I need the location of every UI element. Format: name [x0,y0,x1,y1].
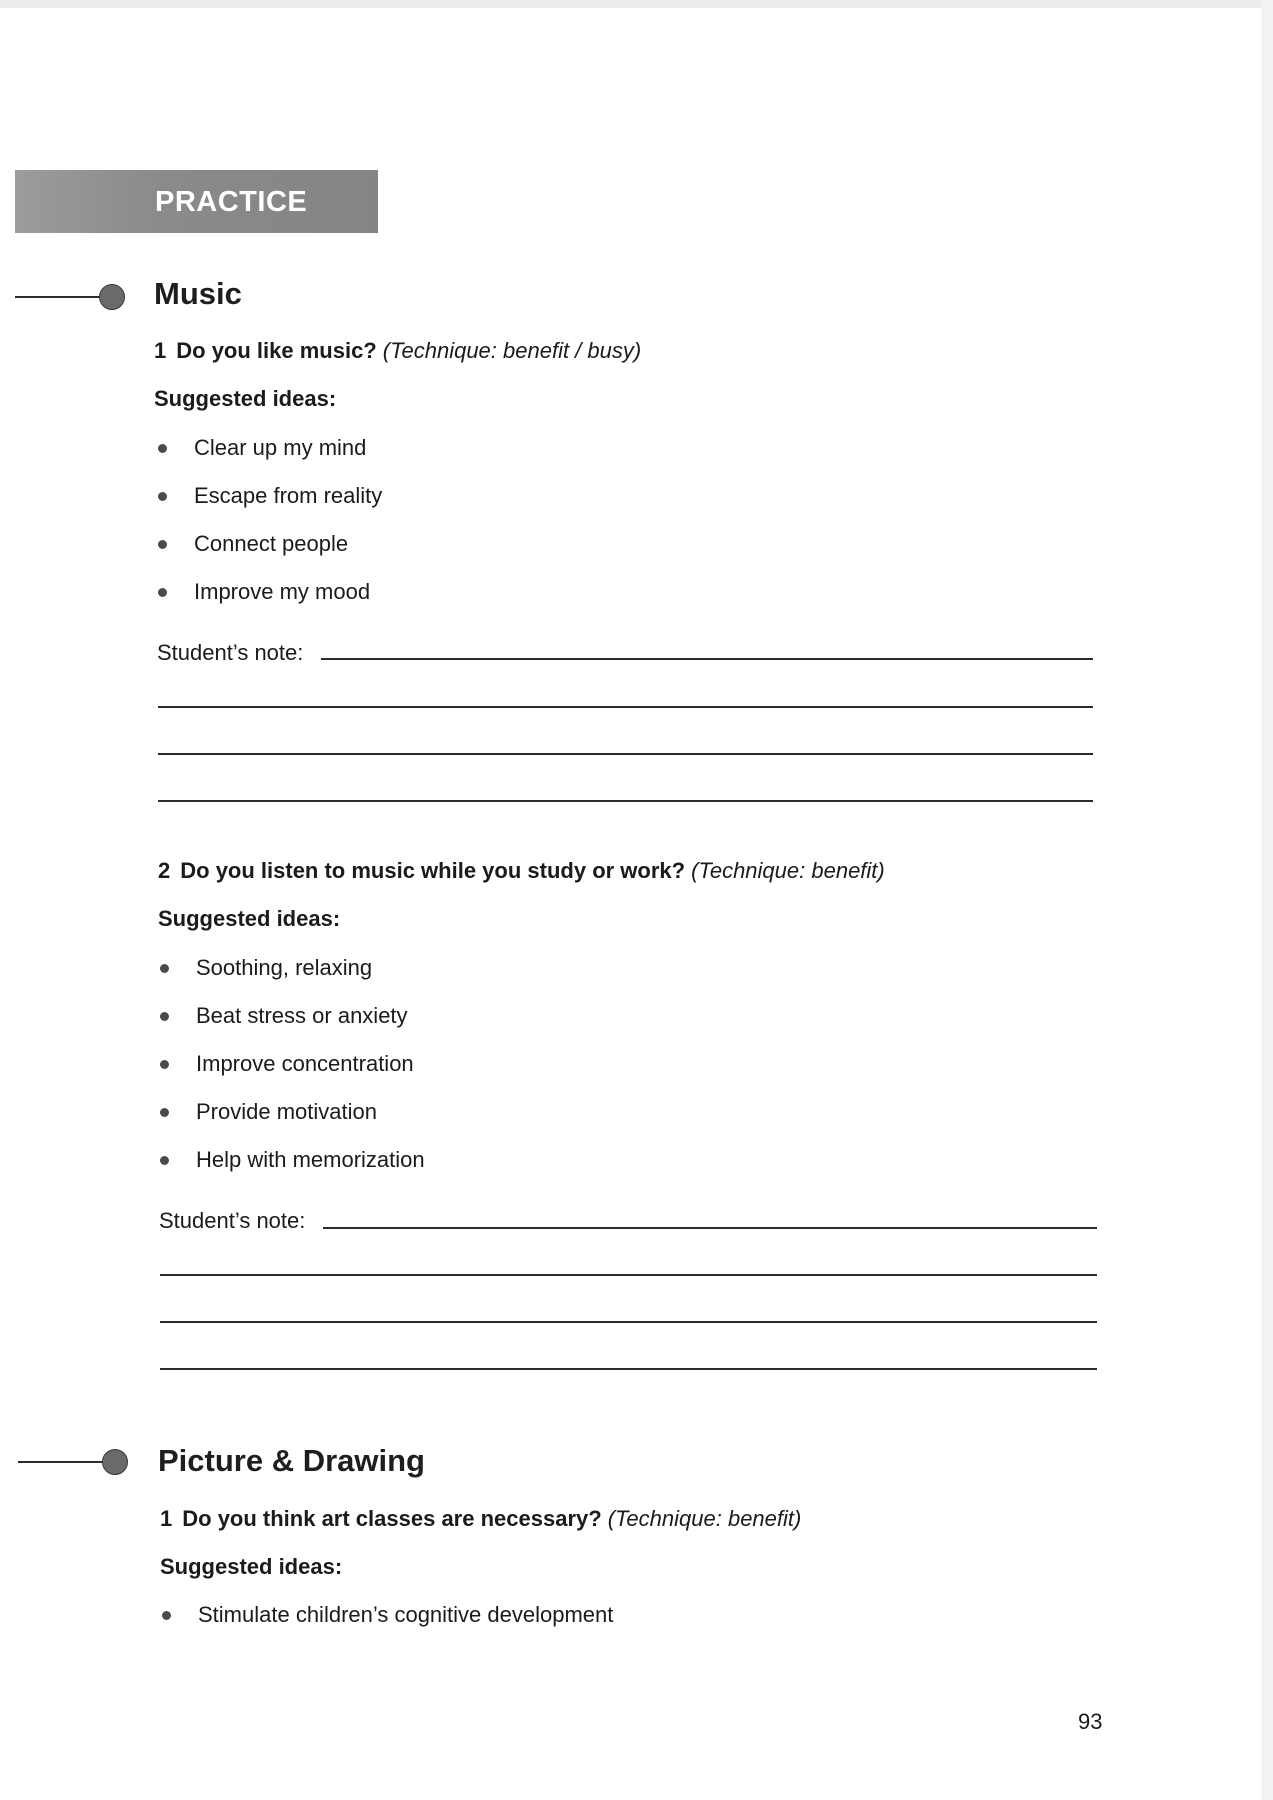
note-line[interactable] [323,1227,1097,1229]
question-number: 2 [158,858,171,883]
idea-text: Help with memorization [196,1147,425,1172]
bullet-dot-icon [99,284,125,310]
banner-label: PRACTICE [155,186,308,218]
section-marker-picture-drawing [18,1449,128,1475]
bullet-dot-icon [160,1156,169,1165]
marker-line [18,1461,108,1463]
question-number: 1 [154,338,167,363]
note-line[interactable] [158,706,1093,708]
bullet-dot-icon [158,540,167,549]
scan-edge-right [1261,0,1273,1800]
scan-edge-top [0,0,1273,8]
note-line[interactable] [158,800,1093,802]
question-technique: (Technique: benefit) [607,1506,802,1531]
question-number: 1 [160,1506,173,1531]
bullet-dot-icon [162,1611,171,1620]
suggested-ideas-label: Suggested ideas: [160,1554,343,1579]
bullet-dot-icon [158,444,167,453]
bullet-dot-icon [158,492,167,501]
idea-text: Beat stress or anxiety [196,1003,408,1028]
bullet-dot-icon [160,1108,169,1117]
question-technique: (Technique: benefit) [691,858,885,883]
question-picture-1 [160,1506,801,1532]
question-technique: (Technique: benefit / busy) [382,338,642,363]
idea-text: Provide motivation [196,1099,377,1124]
idea-text: Improve my mood [194,579,371,604]
bullet-dot-icon [158,588,167,597]
student-note-label: Student’s note: [159,1208,306,1233]
idea-text: Soothing, relaxing [196,955,373,980]
note-line[interactable] [160,1321,1097,1323]
bullet-dot-icon [160,964,169,973]
idea-text: Connect people [194,531,349,556]
practice-banner [15,170,378,233]
question-text: Do you like music? [176,338,377,363]
section-title-music: Music [154,276,242,311]
section-marker-music [15,284,125,310]
page-number: 93 [1078,1709,1103,1734]
note-line[interactable] [321,658,1093,660]
idea-text: Clear up my mind [194,435,367,460]
marker-line [15,296,105,298]
bullet-dot-icon [160,1060,169,1069]
bullet-dot-icon [102,1449,128,1475]
bullet-dot-icon [160,1012,169,1021]
question-music-1 [154,338,641,364]
section-title-picture-drawing: Picture & Drawing [158,1443,425,1478]
idea-text: Stimulate children’s cognitive development [198,1602,614,1627]
suggested-ideas-label: Suggested ideas: [158,906,341,931]
question-music-2 [158,858,885,884]
idea-text: Improve concentration [196,1051,414,1076]
student-note-label: Student’s note: [157,640,304,665]
note-line[interactable] [160,1368,1097,1370]
suggested-ideas-label: Suggested ideas: [154,386,337,411]
note-line[interactable] [158,753,1093,755]
question-text: Do you think art classes are necessary? [182,1506,602,1531]
note-line[interactable] [160,1274,1097,1276]
question-text: Do you listen to music while you study or work? [180,858,686,883]
idea-text: Escape from reality [194,483,383,508]
